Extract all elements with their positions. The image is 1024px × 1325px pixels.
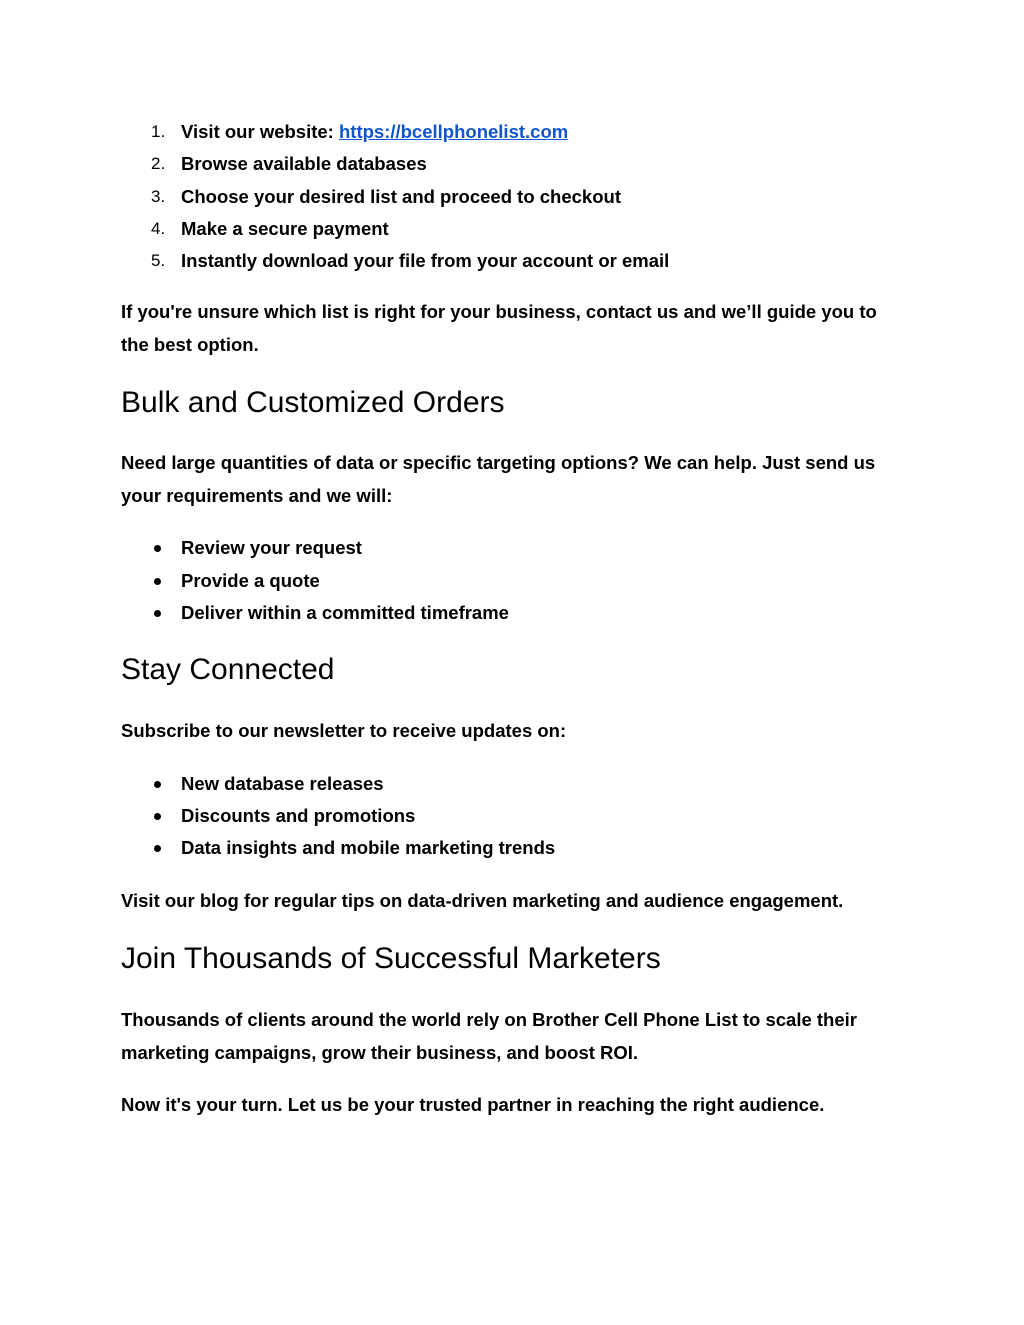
list-number: 1. (151, 122, 166, 141)
bulk-orders-heading: Bulk and Customized Orders (121, 386, 505, 420)
list-number: 5. (151, 251, 166, 271)
list-item-text: Discounts and promotions (181, 805, 416, 827)
bulk-intro-paragraph: Need large quantities of data or specific targeting options? We can help. Just send us your requirements and we will: (121, 452, 876, 506)
list-item-text: Review your request (181, 537, 362, 559)
document-page (121, 116, 901, 1122)
list-item (121, 532, 901, 564)
list-item (121, 181, 901, 213)
list-item (121, 565, 901, 597)
step-label: Instantly download your file from your account or email (181, 250, 670, 272)
website-link[interactable]: https://bcellphonelist.com (338, 121, 569, 142)
list-item (121, 832, 901, 864)
guide-paragraph: If you're unsure which list is right for your business, contact us and we’ll guide you to the best option. (121, 301, 877, 355)
clients-paragraph: Thousands of clients around the world rely on Brother Cell Phone List to scale their marketing campaigns, grow their business, and boost ROI. (121, 1009, 857, 1063)
blog-paragraph: Visit our blog for regular tips on data-driven marketing and audience engagement. (121, 889, 844, 911)
newsletter-intro-paragraph: Subscribe to our newsletter to receive updates on: (121, 720, 567, 742)
step-label: Browse available databases (181, 153, 427, 175)
purchase-steps-list (121, 116, 901, 277)
list-item (121, 116, 901, 148)
list-item-text: New database releases (181, 772, 384, 794)
list-item (121, 597, 901, 629)
list-item (121, 800, 901, 832)
step-label: Make a secure payment (181, 217, 389, 239)
list-number: 4. (151, 218, 166, 238)
bullet-icon (154, 781, 161, 788)
step-label: Choose your desired list and proceed to checkout (181, 185, 621, 207)
list-number: 2. (151, 154, 166, 174)
list-item (121, 148, 901, 180)
call-to-action-paragraph: Now it's your turn. Let us be your trusted partner in reaching the right audience. (121, 1094, 825, 1116)
list-item-text: Deliver within a committed timeframe (181, 602, 509, 624)
bulk-bullet-list (121, 532, 901, 629)
bullet-icon (154, 610, 161, 617)
list-item-text: Data insights and mobile marketing trends (181, 837, 556, 859)
list-item-text: Provide a quote (181, 569, 320, 591)
stay-connected-heading: Stay Connected (121, 653, 335, 687)
list-item (121, 213, 901, 245)
bullet-icon (154, 813, 161, 820)
newsletter-bullet-list (121, 768, 901, 865)
bullet-icon (154, 845, 161, 852)
step-label: Visit our website: (181, 121, 339, 142)
list-number: 3. (151, 186, 166, 206)
bullet-icon (154, 545, 161, 552)
join-marketers-heading: Join Thousands of Successful Marketers (121, 942, 661, 976)
list-item (121, 768, 901, 800)
list-item (121, 245, 901, 277)
bullet-icon (154, 578, 161, 585)
